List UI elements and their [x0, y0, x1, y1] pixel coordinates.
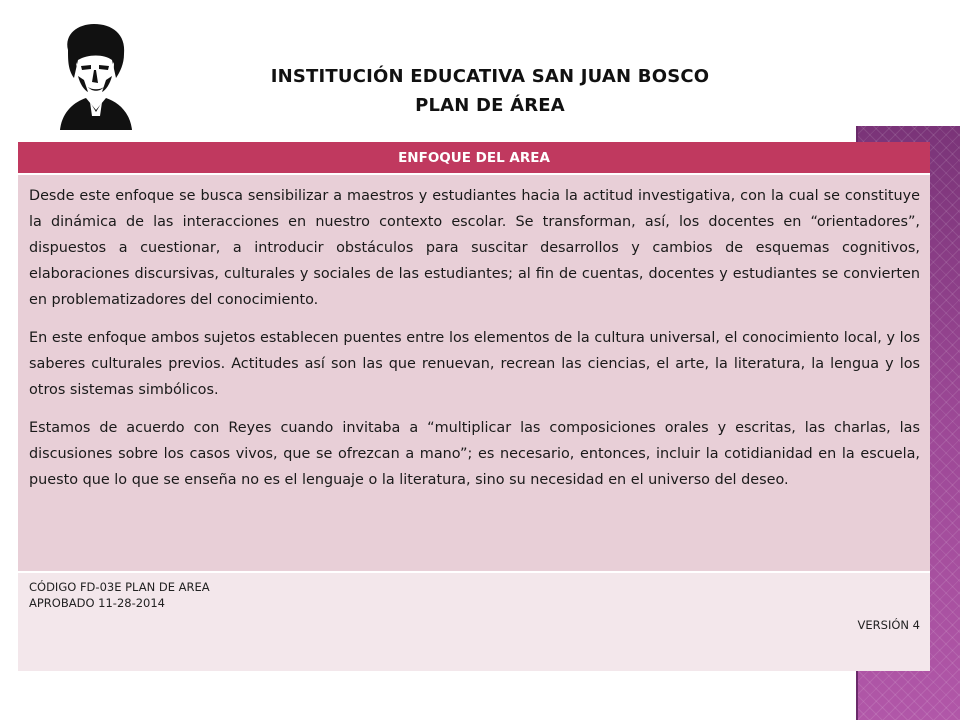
content-table [18, 142, 930, 671]
page-heading [180, 62, 800, 120]
portrait-silhouette-icon [54, 20, 136, 130]
section-header [18, 142, 930, 175]
paragraph-1: Desde este enfoque se busca sensibilizar a maestros y estudiantes hacia la actitud investigativa, con la cual se constituye la dinámica de las interacciones en nuestro contexto escolar. Se transforman, así, los docentes en “orientadores”, dispuestos a cuestionar, a introducir obstáculos para suscitar desarrollos y cambios de esquemas cognitivos, elaboraciones discursivas, culturales y sociales de las estudiantes; al fin de cuentas, docentes y estudiantes se convierten en problematizadores del conocimiento. [29, 188, 920, 308]
paragraph-2: En este enfoque ambos sujetos establecen puentes entre los elementos de la cultura universal, el conocimiento local, y los saberes culturales previos. Actitudes así son las que renuevan, recrean las ciencias, el arte, la literatura, la lengua y los otros sistemas simbólicos. [29, 330, 920, 398]
institution-name: INSTITUCIÓN EDUCATIVA SAN JUAN BOSCO [270, 66, 710, 87]
section-body [18, 175, 930, 573]
approval-date: APROBADO 11-28-2014 [29, 596, 165, 610]
paragraph-3: Estamos de acuerdo con Reyes cuando invitaba a “multiplicar las composiciones orales y escritas, las charlas, las discusiones sobre los casos vivos, que se ofrezcan a mano”; es necesario, entonces, incluir la cotidianidad en la escuela, puesto que lo que se enseña no es el lenguaje o la literatura, sino su necesidad en el universo del deseo. [29, 420, 920, 488]
document-code: CÓDIGO FD-03E PLAN DE AREA [29, 580, 210, 594]
document-footer [18, 573, 930, 671]
section-title: ENFOQUE DEL AREA [398, 149, 550, 166]
document-title: PLAN DE ÁREA [415, 95, 565, 116]
document-version: VERSIÓN 4 [857, 618, 920, 632]
